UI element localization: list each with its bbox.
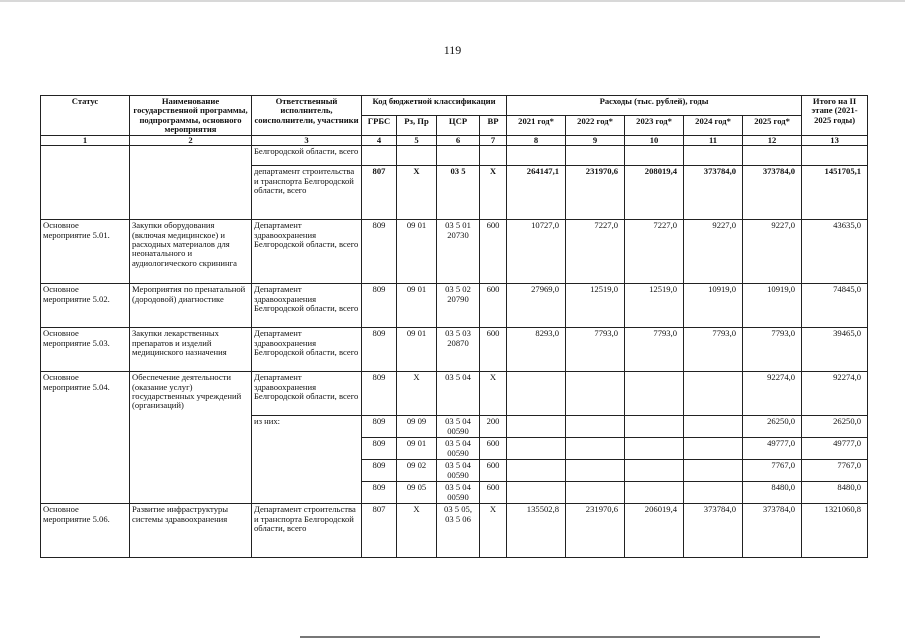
csr-cell: 03 5 04 00590 xyxy=(437,438,480,460)
y2021-cell xyxy=(507,438,566,460)
header-grbs: ГРБС xyxy=(362,116,397,136)
csr-cell: 03 5 04 00590 xyxy=(437,460,480,482)
total-cell: 26250,0 xyxy=(802,416,868,438)
y2024-cell xyxy=(684,438,743,460)
y2025-cell: 26250,0 xyxy=(743,416,802,438)
y2024-cell xyxy=(684,416,743,438)
grbs-cell: 807 xyxy=(362,504,397,558)
total-cell: 39465,0 xyxy=(802,328,868,372)
y2021-cell: 10727,0 xyxy=(507,220,566,284)
y2024-cell: 9227,0 xyxy=(684,220,743,284)
col-number: 1 xyxy=(41,136,130,146)
y2025-cell: 92274,0 xyxy=(743,372,802,416)
y2023-cell xyxy=(625,482,684,504)
y2022-cell xyxy=(566,146,625,166)
y2025-cell: 9227,0 xyxy=(743,220,802,284)
col-number: 4 xyxy=(362,136,397,146)
total-cell: 49777,0 xyxy=(802,438,868,460)
page-number: 119 xyxy=(443,43,462,57)
col-number: 10 xyxy=(625,136,684,146)
vr-cell: X xyxy=(480,166,507,220)
col-number: 13 xyxy=(802,136,868,146)
executor-cell: департамент строительства и транспорта Белгородской области, всего xyxy=(252,166,362,220)
rzpr-cell: 09 01 xyxy=(397,328,437,372)
header-expenses: Расходы (тыс. рублей), годы xyxy=(507,96,802,116)
y2022-cell xyxy=(566,372,625,416)
table-row xyxy=(41,284,868,328)
header-total: Итого на II этапе (2021-2025 годы) xyxy=(802,96,868,136)
y2023-cell xyxy=(625,416,684,438)
header-status: Статус xyxy=(41,96,130,136)
grbs-cell: 809 xyxy=(362,416,397,438)
col-number: 2 xyxy=(130,136,252,146)
y2023-cell: 208019,4 xyxy=(625,166,684,220)
table-row xyxy=(41,328,868,372)
y2024-cell xyxy=(684,482,743,504)
total-cell: 1451705,1 xyxy=(802,166,868,220)
y2023-cell xyxy=(625,438,684,460)
y2023-cell: 7793,0 xyxy=(625,328,684,372)
vr-cell: X xyxy=(480,504,507,558)
vr-cell: 600 xyxy=(480,220,507,284)
csr-cell: 03 5 03 20870 xyxy=(437,328,480,372)
rzpr-cell: 09 01 xyxy=(397,284,437,328)
csr-cell: 03 5 01 20730 xyxy=(437,220,480,284)
vr-cell: X xyxy=(480,372,507,416)
grbs-cell: 809 xyxy=(362,328,397,372)
status-cell: Основное мероприятие 5.06. xyxy=(41,504,130,558)
table-row xyxy=(41,372,868,416)
header-budget-code: Код бюджетной классификации xyxy=(362,96,507,116)
vr-cell xyxy=(480,146,507,166)
y2024-cell xyxy=(684,460,743,482)
grbs-cell: 807 xyxy=(362,166,397,220)
y2021-cell xyxy=(507,416,566,438)
y2021-cell: 8293,0 xyxy=(507,328,566,372)
total-cell: 8480,0 xyxy=(802,482,868,504)
y2021-cell xyxy=(507,460,566,482)
rzpr-cell: X xyxy=(397,372,437,416)
status-cell: Основное мероприятие 5.01. xyxy=(41,220,130,284)
total-cell: 1321060,8 xyxy=(802,504,868,558)
name-cell xyxy=(130,146,252,220)
csr-cell: 03 5 04 xyxy=(437,372,480,416)
bottom-scan-line xyxy=(300,636,820,638)
rzpr-cell: 09 02 xyxy=(397,460,437,482)
y2021-cell xyxy=(507,482,566,504)
status-cell xyxy=(41,146,130,220)
header-2023: 2023 год* xyxy=(625,116,684,136)
executor-cell: Департамент здравоохранения Белгородской области, всего xyxy=(252,220,362,284)
y2024-cell: 10919,0 xyxy=(684,284,743,328)
header-csr: ЦСР xyxy=(437,116,480,136)
budget-table xyxy=(40,95,868,558)
col-number: 8 xyxy=(507,136,566,146)
executor-cell: Департамент здравоохранения Белгородской области, всего xyxy=(252,328,362,372)
y2024-cell: 7793,0 xyxy=(684,328,743,372)
y2025-cell: 373784,0 xyxy=(743,504,802,558)
table-row xyxy=(41,220,868,284)
rzpr-cell: 09 09 xyxy=(397,416,437,438)
top-border-line xyxy=(0,0,905,2)
vr-cell: 200 xyxy=(480,416,507,438)
header-vr: ВР xyxy=(480,116,507,136)
y2021-cell: 135502,8 xyxy=(507,504,566,558)
rzpr-cell xyxy=(397,146,437,166)
total-cell: 74845,0 xyxy=(802,284,868,328)
header-2021: 2021 год* xyxy=(507,116,566,136)
y2024-cell: 373784,0 xyxy=(684,166,743,220)
y2022-cell: 7793,0 xyxy=(566,328,625,372)
y2022-cell xyxy=(566,416,625,438)
csr-cell: 03 5 02 20790 xyxy=(437,284,480,328)
name-cell: Закупки лекарственных препаратов и изделий медицинского назначения xyxy=(130,328,252,372)
col-number: 6 xyxy=(437,136,480,146)
executor-cell: Департамент здравоохранения Белгородской области, всего xyxy=(252,372,362,416)
grbs-cell xyxy=(362,146,397,166)
col-number: 7 xyxy=(480,136,507,146)
y2021-cell xyxy=(507,372,566,416)
y2023-cell xyxy=(625,460,684,482)
header-rzpr: Рз, Пр xyxy=(397,116,437,136)
vr-cell: 600 xyxy=(480,328,507,372)
executor-cell: из них: xyxy=(252,416,362,504)
y2022-cell: 7227,0 xyxy=(566,220,625,284)
status-cell: Основное мероприятие 5.03. xyxy=(41,328,130,372)
y2023-cell: 7227,0 xyxy=(625,220,684,284)
y2022-cell: 12519,0 xyxy=(566,284,625,328)
vr-cell: 600 xyxy=(480,438,507,460)
grbs-cell: 809 xyxy=(362,460,397,482)
total-cell xyxy=(802,146,868,166)
y2024-cell: 373784,0 xyxy=(684,504,743,558)
col-number: 9 xyxy=(566,136,625,146)
csr-cell xyxy=(437,146,480,166)
header-2024: 2024 год* xyxy=(684,116,743,136)
name-cell: Закупки оборудования (включая медицинское) и расходных материалов для неонатального и аудиологического скрининга xyxy=(130,220,252,284)
vr-cell: 600 xyxy=(480,482,507,504)
y2022-cell xyxy=(566,482,625,504)
y2022-cell xyxy=(566,460,625,482)
y2022-cell xyxy=(566,438,625,460)
y2024-cell xyxy=(684,146,743,166)
csr-cell: 03 5 04 00590 xyxy=(437,416,480,438)
y2025-cell: 7767,0 xyxy=(743,460,802,482)
y2023-cell: 206019,4 xyxy=(625,504,684,558)
executor-cell: Белгородской области, всего xyxy=(252,146,362,166)
y2025-cell: 10919,0 xyxy=(743,284,802,328)
rzpr-cell: X xyxy=(397,166,437,220)
y2022-cell: 231970,6 xyxy=(566,166,625,220)
grbs-cell: 809 xyxy=(362,372,397,416)
name-cell: Развитие инфраструктуры системы здравоохранения xyxy=(130,504,252,558)
col-number: 11 xyxy=(684,136,743,146)
csr-cell: 03 5 xyxy=(437,166,480,220)
col-number: 3 xyxy=(252,136,362,146)
csr-cell: 03 5 05, 03 5 06 xyxy=(437,504,480,558)
y2025-cell: 373784,0 xyxy=(743,166,802,220)
total-cell: 92274,0 xyxy=(802,372,868,416)
header-2025: 2025 год* xyxy=(743,116,802,136)
name-cell: Обеспечение деятельности (оказание услуг) государственных учреждений (организаций) xyxy=(130,372,252,504)
grbs-cell: 809 xyxy=(362,482,397,504)
grbs-cell: 809 xyxy=(362,284,397,328)
header-row-1 xyxy=(41,96,868,116)
y2025-cell: 7793,0 xyxy=(743,328,802,372)
status-cell: Основное мероприятие 5.02. xyxy=(41,284,130,328)
vr-cell: 600 xyxy=(480,460,507,482)
grbs-cell: 809 xyxy=(362,438,397,460)
y2025-cell: 8480,0 xyxy=(743,482,802,504)
status-cell: Основное мероприятие 5.04. xyxy=(41,372,130,504)
y2022-cell: 231970,6 xyxy=(566,504,625,558)
y2025-cell xyxy=(743,146,802,166)
y2023-cell xyxy=(625,146,684,166)
table-row xyxy=(41,146,868,166)
y2025-cell: 49777,0 xyxy=(743,438,802,460)
table-row xyxy=(41,504,868,558)
y2021-cell: 27969,0 xyxy=(507,284,566,328)
name-cell: Мероприятия по пренатальной (дородовой) диагностике xyxy=(130,284,252,328)
executor-cell: Департамент здравоохранения Белгородской области, всего xyxy=(252,284,362,328)
y2023-cell xyxy=(625,372,684,416)
header-name: Наименование государственной программы, подпрограммы, основного мероприятия xyxy=(130,96,252,136)
y2023-cell: 12519,0 xyxy=(625,284,684,328)
total-cell: 43635,0 xyxy=(802,220,868,284)
y2021-cell: 264147,1 xyxy=(507,166,566,220)
rzpr-cell: X xyxy=(397,504,437,558)
y2024-cell xyxy=(684,372,743,416)
grbs-cell: 809 xyxy=(362,220,397,284)
total-cell: 7767,0 xyxy=(802,460,868,482)
col-number: 12 xyxy=(743,136,802,146)
rzpr-cell: 09 01 xyxy=(397,220,437,284)
header-executor: Ответственный исполнитель, соисполнители, участники xyxy=(252,96,362,136)
col-number: 5 xyxy=(397,136,437,146)
column-number-row xyxy=(41,136,868,146)
csr-cell: 03 5 04 00590 xyxy=(437,482,480,504)
header-2022: 2022 год* xyxy=(566,116,625,136)
vr-cell: 600 xyxy=(480,284,507,328)
rzpr-cell: 09 05 xyxy=(397,482,437,504)
y2021-cell xyxy=(507,146,566,166)
executor-cell: Департамент строительства и транспорта Белгородской области, всего xyxy=(252,504,362,558)
rzpr-cell: 09 01 xyxy=(397,438,437,460)
